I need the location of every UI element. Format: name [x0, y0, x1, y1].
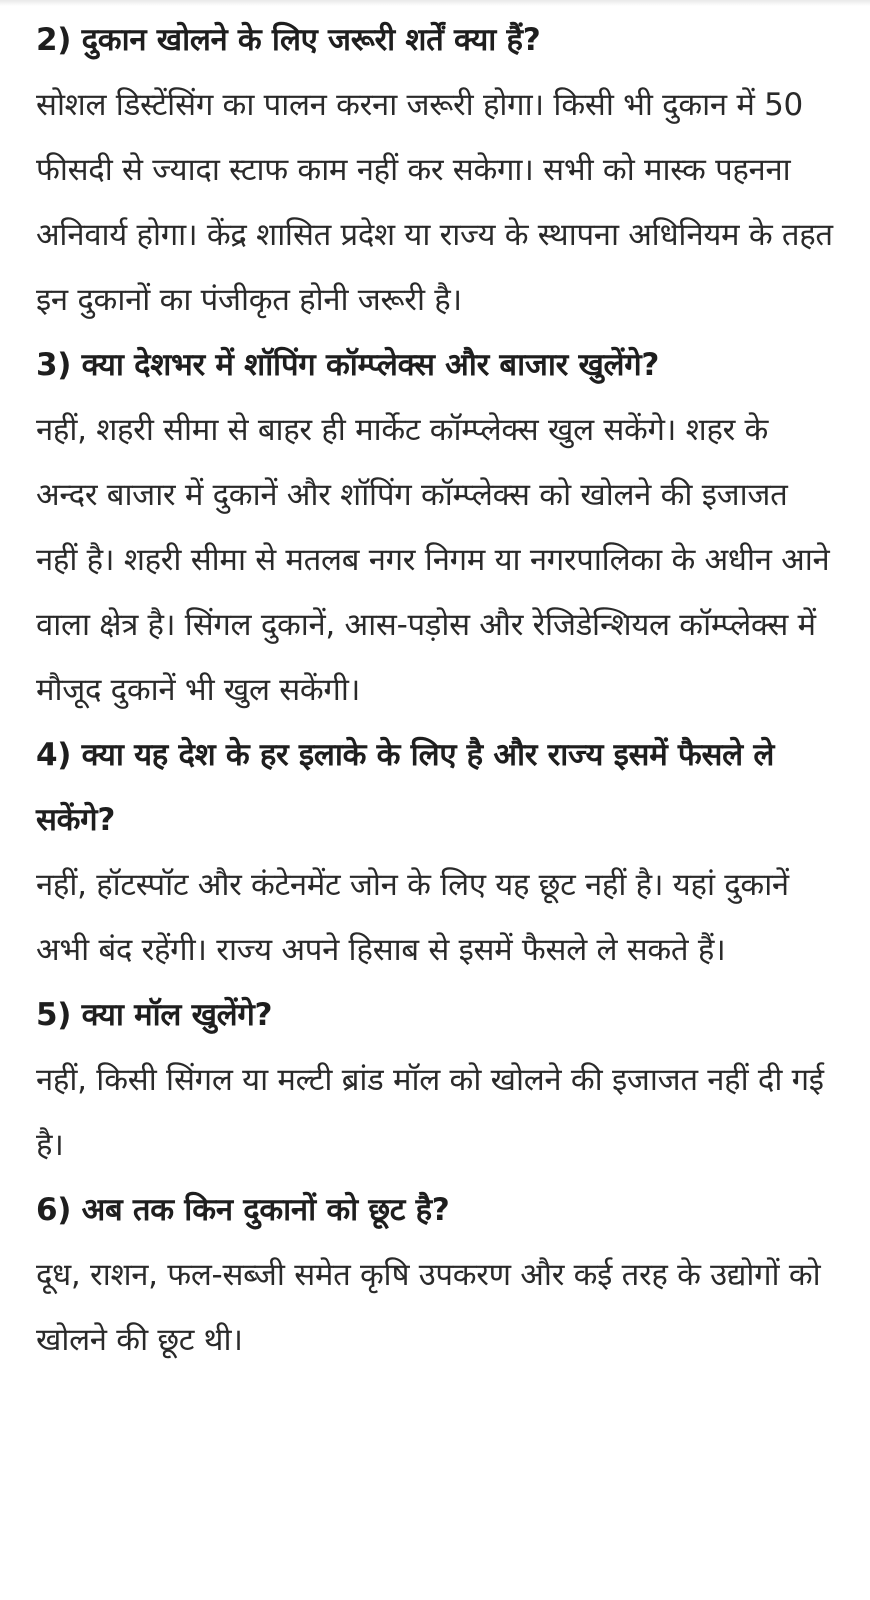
- faq-answer: नहीं, किसी सिंगल या मल्टी ब्रांड मॉल को खोलने की इजाजत नहीं दी गई है।: [36, 1062, 824, 1163]
- article-body: [36, 8, 836, 1373]
- faq-answer: सोशल डिस्टेंसिंग का पालन करना जरूरी होगा। किसी भी दुकान में 50 फीसदी से ज्यादा स्टाफ काम नहीं कर सकेगा। सभी को मास्क पहनना अनिवार्य होगा। केंद्र शासित प्रदेश या राज्य के स्थापना अधिनियम के तहत इन दुकानों का पंजीकृत होनी जरूरी है।: [36, 87, 833, 318]
- faq-answer: नहीं, हॉटस्पॉट और कंटेनमेंट जोन के लिए यह छूट नहीं है। यहां दुकानें अभी बंद रहेंगी। राज्य अपने हिसाब से इसमें फैसले ले सकते हैं।: [36, 867, 789, 968]
- faq-question: 6) अब तक किन दुकानों को छूट है?: [36, 1192, 450, 1228]
- faq-answer: नहीं, शहरी सीमा से बाहर ही मार्केट कॉम्प्लेक्स खुल सकेंगे। शहर के अन्दर बाजार में दुकानें और शॉपिंग कॉम्प्लेक्स को खोलने की इजाजत नहीं है। शहरी सीमा से मतलब नगर निगम या नगरपालिका के अधीन आने वाला क्षेत्र है। सिंगल दुकानें, आस-पड़ोस और रेजिडेन्शियल कॉम्प्लेक्स में मौजूद दुकानें भी खुल सकेंगी।: [36, 412, 830, 708]
- faq-answer: दूध, राशन, फल-सब्जी समेत कृषि उपकरण और कई तरह के उद्योगों को खोलने की छूट थी।: [36, 1257, 821, 1358]
- faq-question: 2) दुकान खोलने के लिए जरूरी शर्तें क्या हैं?: [36, 22, 541, 58]
- faq-section-5: [36, 983, 836, 1178]
- faq-question: 3) क्या देशभर में शॉपिंग कॉम्प्लेक्स और बाजार खुलेंगे?: [36, 347, 660, 383]
- faq-section-2: [36, 8, 836, 333]
- faq-section-3: [36, 333, 836, 723]
- faq-question: 4) क्या यह देश के हर इलाके के लिए है और राज्य इसमें फैसले ले सकेंगे?: [36, 737, 775, 838]
- faq-section-6: [36, 1178, 836, 1373]
- faq-question: 5) क्या मॉल खुलेंगे?: [36, 997, 273, 1033]
- faq-section-4: [36, 723, 836, 983]
- top-edge-shadow: [0, 0, 870, 6]
